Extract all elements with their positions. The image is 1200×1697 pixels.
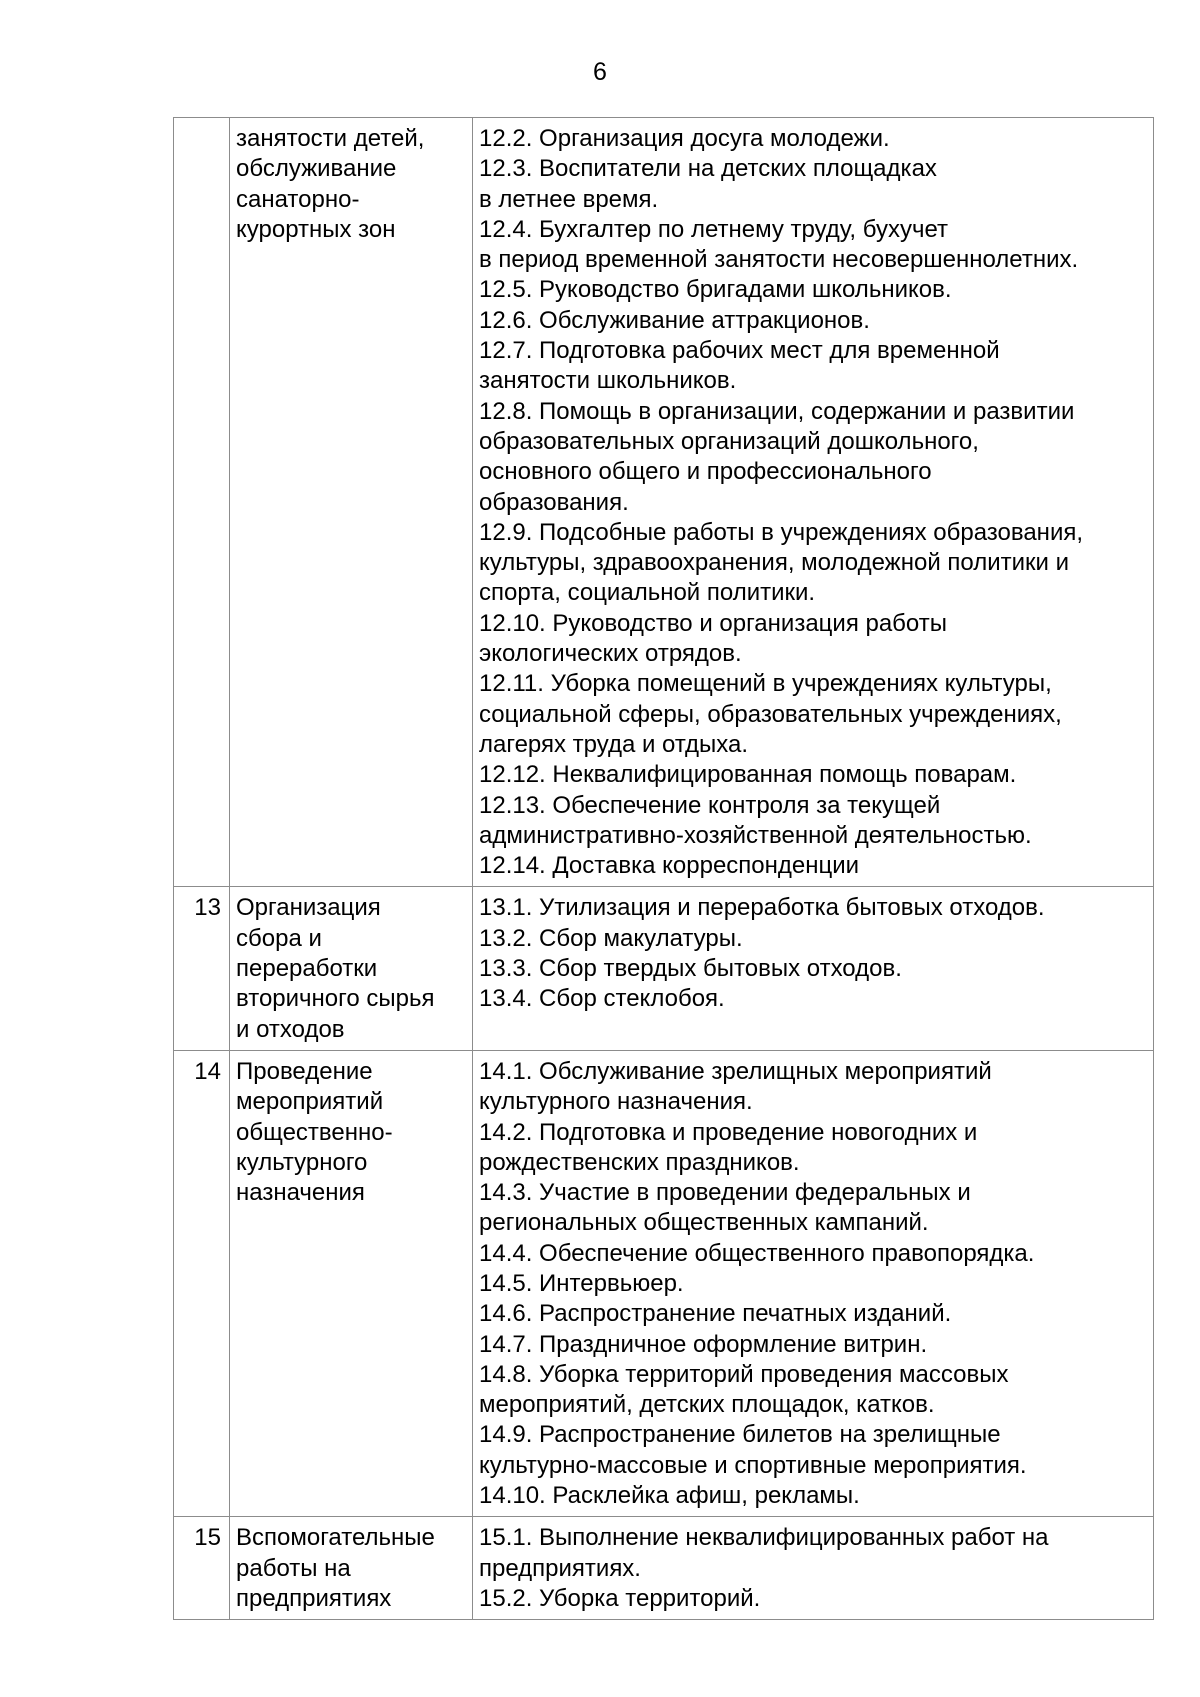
work-type-line: 12.14. Доставка корреспонденции — [479, 852, 860, 880]
work-type-line: образования. — [479, 488, 629, 516]
work-type-line: 14.5. Интервьюер. — [479, 1269, 684, 1297]
work-type-line: 13.4. Сбор стеклобоя. — [479, 985, 725, 1013]
work-type-line: 15.1. Выполнение неквалифицированных работ на — [479, 1524, 1049, 1552]
work-type-line: 12.10. Руководство и организация работы — [479, 609, 947, 637]
work-type-line: 12.4. Бухгалтер по летнему труду, бухучет — [479, 215, 949, 243]
work-type-line: в период временной занятости несовершеннолетних. — [479, 246, 1079, 274]
activity-area-line: сбора и — [236, 924, 322, 952]
work-type-line: спорта, социальной политики. — [479, 579, 816, 607]
work-type-line: 12.3. Воспитатели на детских площадках — [479, 155, 937, 183]
row-number: 14 — [174, 1050, 230, 1516]
activity-area-line: обслуживание — [236, 155, 397, 183]
work-type-line: в летнее время. — [479, 185, 659, 213]
work-type-line: предприятиях. — [479, 1554, 641, 1582]
work-type-line: административно-хозяйственной деятельностью. — [479, 821, 1032, 849]
work-type-line: 12.7. Подготовка рабочих мест для временной — [479, 337, 1000, 365]
table-body — [174, 118, 1154, 1620]
row-number: 15 — [174, 1517, 230, 1620]
work-type-line: экологических отрядов. — [479, 640, 742, 668]
activity-area-line: курортных зон — [236, 215, 396, 243]
activity-area-line: назначения — [236, 1179, 365, 1207]
work-type-line: 12.8. Помощь в организации, содержании и развитии — [479, 397, 1075, 425]
works-table — [173, 117, 1154, 1620]
work-types-cell — [473, 118, 1154, 887]
work-types-cell — [473, 1517, 1154, 1620]
activity-area-line: Вспомогательные — [236, 1524, 435, 1552]
activity-area-line: предприятиях — [236, 1584, 392, 1612]
work-type-line: региональных общественных кампаний. — [479, 1209, 929, 1237]
work-type-line: 14.8. Уборка территорий проведения массовых — [479, 1360, 1009, 1388]
work-type-line: рождественских праздников. — [479, 1148, 800, 1176]
activity-area-line: занятости детей, — [236, 125, 425, 152]
work-type-line: мероприятий, детских площадок, катков. — [479, 1391, 935, 1419]
work-types-cell — [473, 1050, 1154, 1516]
work-type-line: 12.6. Обслуживание аттракционов. — [479, 306, 870, 334]
table-row — [174, 1050, 1154, 1516]
activity-area-line: переработки — [236, 955, 378, 983]
work-type-line: основного общего и профессионального — [479, 458, 932, 486]
table-row — [174, 118, 1154, 887]
work-type-line: 14.4. Обеспечение общественного правопорядка. — [479, 1239, 1035, 1267]
table-row — [174, 1517, 1154, 1620]
work-type-line: 12.2. Организация досуга молодежи. — [479, 125, 890, 152]
activity-area-line: культурного — [236, 1148, 368, 1176]
work-type-line: 13.3. Сбор твердых бытовых отходов. — [479, 955, 902, 983]
activity-area-cell — [230, 118, 473, 887]
page-number: 6 — [593, 58, 607, 86]
work-type-line: 14.3. Участие в проведении федеральных и — [479, 1179, 971, 1207]
work-type-line: 13.1. Утилизация и переработка бытовых отходов. — [479, 894, 1045, 922]
work-type-line: 14.7. Праздничное оформление витрин. — [479, 1330, 928, 1358]
work-types-cell — [473, 887, 1154, 1050]
work-type-line: культурного назначения. — [479, 1088, 753, 1116]
work-type-line: 14.10. Расклейка афиш, рекламы. — [479, 1482, 860, 1510]
activity-area-cell — [230, 887, 473, 1050]
work-type-line: 12.9. Подсобные работы в учреждениях образования, — [479, 518, 1084, 546]
work-type-line: культурно-массовые и спортивные мероприятия. — [479, 1451, 1027, 1479]
work-type-line: 13.2. Сбор макулатуры. — [479, 924, 743, 952]
activity-area-line: общественно- — [236, 1118, 393, 1146]
activity-area-line: Проведение — [236, 1057, 373, 1085]
work-type-line: 14.2. Подготовка и проведение новогодних и — [479, 1118, 978, 1146]
work-type-line: 14.1. Обслуживание зрелищных мероприятий — [479, 1057, 992, 1085]
activity-area-cell — [230, 1050, 473, 1516]
work-type-line: 12.13. Обеспечение контроля за текущей — [479, 791, 941, 819]
work-type-line: образовательных организаций дошкольного, — [479, 427, 979, 455]
work-type-line: 15.2. Уборка территорий. — [479, 1584, 761, 1612]
work-type-line: культуры, здравоохранения, молодежной политики и — [479, 549, 1070, 577]
activity-area-line: работы на — [236, 1554, 351, 1582]
work-type-line: 12.12. Неквалифицированная помощь поварам. — [479, 761, 1017, 789]
work-type-line: лагерях труда и отдыха. — [479, 730, 749, 758]
activity-area-line: Организация — [236, 894, 381, 922]
activity-area-line: санаторно- — [236, 185, 360, 213]
activity-area-line: и отходов — [236, 1015, 345, 1043]
work-type-line: 12.5. Руководство бригадами школьников. — [479, 276, 952, 304]
work-type-line: 12.11. Уборка помещений в учреждениях культуры, — [479, 670, 1052, 698]
row-number — [174, 118, 230, 887]
activity-area-line: вторичного сырья — [236, 985, 435, 1013]
activity-area-cell — [230, 1517, 473, 1620]
work-type-line: 14.6. Распространение печатных изданий. — [479, 1300, 952, 1328]
table-row — [174, 887, 1154, 1050]
row-number: 13 — [174, 887, 230, 1050]
work-type-line: 14.9. Распространение билетов на зрелищные — [479, 1421, 1001, 1449]
work-type-line: социальной сферы, образовательных учреждениях, — [479, 700, 1062, 728]
work-type-line: занятости школьников. — [479, 367, 737, 395]
activity-area-line: мероприятий — [236, 1088, 384, 1116]
